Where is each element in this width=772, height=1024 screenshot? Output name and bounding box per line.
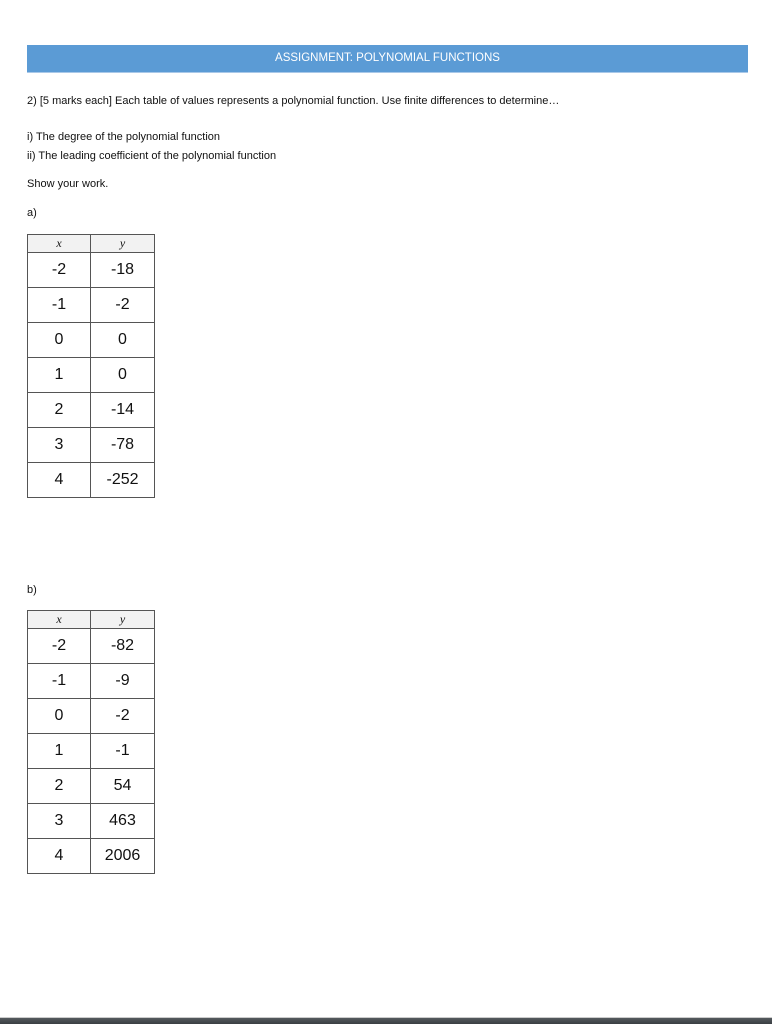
cell-x: 0 [28,699,91,734]
cell-y: -14 [91,393,155,428]
table-row [28,288,155,323]
cell-x: -2 [28,629,91,664]
cell-y: 0 [91,358,155,393]
cell-x: 4 [28,463,91,498]
question-prompt: 2) [5 marks each] Each table of values represents a polynomial function. Use finite differences to determine… [27,95,560,107]
cell-x: 0 [28,323,91,358]
cell-y: 54 [91,769,155,804]
table-row [28,358,155,393]
cell-y: -78 [91,428,155,463]
assignment-title: ASSIGNMENT: POLYNOMIAL FUNCTIONS [275,52,500,64]
cell-y: 0 [91,323,155,358]
cell-y: -252 [91,463,155,498]
table-row [28,804,155,839]
table-row [28,664,155,699]
show-work-instruction: Show your work. [27,178,109,190]
table-row [28,393,155,428]
cell-x: 2 [28,769,91,804]
header-x: x [28,235,91,253]
part-b-label: b) [27,584,37,596]
table-row [28,323,155,358]
table-row [28,629,155,664]
cell-x: 1 [28,734,91,769]
cell-x: 4 [28,839,91,874]
cell-y: -82 [91,629,155,664]
question-part-ii: ii) The leading coefficient of the polynomial function [27,150,277,162]
cell-x: -1 [28,664,91,699]
cell-x: -2 [28,253,91,288]
cell-x: 1 [28,358,91,393]
table-row [28,734,155,769]
table-row [28,463,155,498]
header-y: y [91,611,155,629]
cell-x: 3 [28,428,91,463]
table-row [28,253,155,288]
table-row [28,769,155,804]
header-x: x [28,611,91,629]
cell-y: -9 [91,664,155,699]
cell-y: -2 [91,699,155,734]
header-y: y [91,235,155,253]
table-row [28,428,155,463]
cell-y: -18 [91,253,155,288]
cell-y: 2006 [91,839,155,874]
cell-x: 2 [28,393,91,428]
part-a-label: a) [27,207,37,219]
question-part-i: i) The degree of the polynomial function [27,131,221,143]
assignment-title-banner [27,45,748,73]
cell-y: -1 [91,734,155,769]
cell-x: 3 [28,804,91,839]
table-row [28,839,155,874]
cell-x: -1 [28,288,91,323]
table-a [27,234,155,498]
window-bottom-bar [0,1017,772,1024]
cell-y: -2 [91,288,155,323]
table-header-row [28,611,155,629]
table-header-row [28,235,155,253]
table-row [28,699,155,734]
cell-y: 463 [91,804,155,839]
table-b [27,610,155,874]
